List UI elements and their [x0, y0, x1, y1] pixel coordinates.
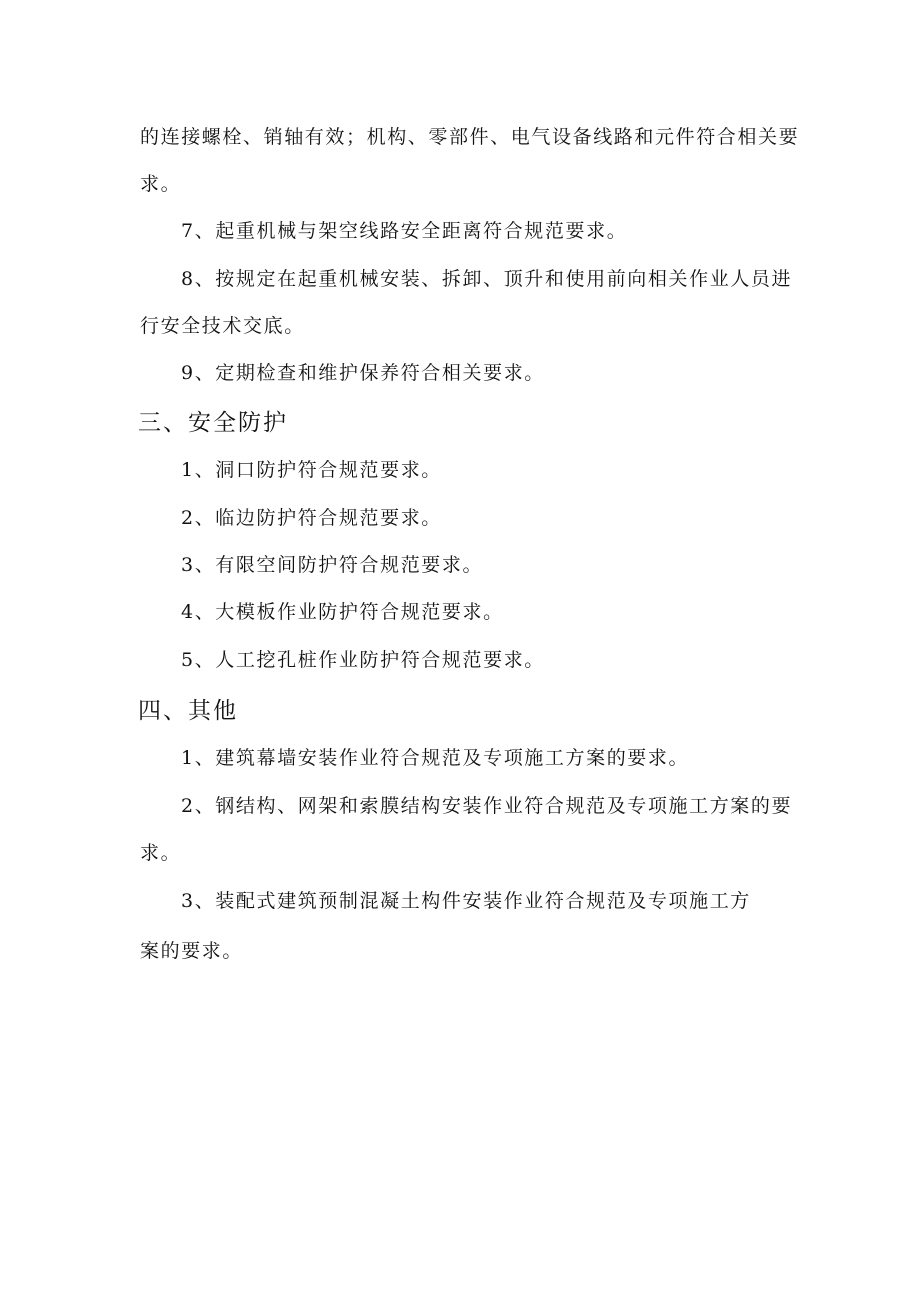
section4-item-2-line1: 2、钢结构、网架和索膜结构安装作业符合规范及专项施工方案的要 [181, 795, 793, 817]
item6-continuation-line1: 的连接螺栓、销轴有效；机构、零部件、电气设备线路和元件符合相关要 [140, 126, 800, 148]
item7-text: 7、起重机械与架空线路安全距离符合规范要求。 [181, 220, 628, 242]
item8-line1: 8、按规定在起重机械安装、拆卸、顶升和使用前向相关作业人员进 [181, 268, 793, 290]
section3-item-5: 5、人工挖孔桩作业防护符合规范要求。 [181, 649, 545, 671]
section4-heading: 四、其他 [138, 698, 238, 724]
item6-continuation-line2: 求。 [140, 173, 182, 195]
section3-item-2: 2、临边防护符合规范要求。 [181, 507, 442, 529]
section3-heading: 三、安全防护 [138, 410, 288, 436]
item9-text: 9、定期检查和维护保养符合相关要求。 [181, 362, 545, 384]
section3-item-1: 1、洞口防护符合规范要求。 [181, 459, 442, 481]
section4-item-2-line2: 求。 [140, 842, 182, 864]
section3-item-3: 3、有限空间防护符合规范要求。 [181, 554, 484, 576]
section4-item-3-line2: 案的要求。 [140, 940, 244, 962]
section4-item-1: 1、建筑幕墙安装作业符合规范及专项施工方案的要求。 [181, 747, 690, 769]
section4-item-3-line1: 3、装配式建筑预制混凝土构件安装作业符合规范及专项施工方 [181, 890, 751, 912]
section3-item-4: 4、大模板作业防护符合规范要求。 [181, 601, 504, 623]
item8-line2: 行安全技术交底。 [140, 315, 305, 337]
